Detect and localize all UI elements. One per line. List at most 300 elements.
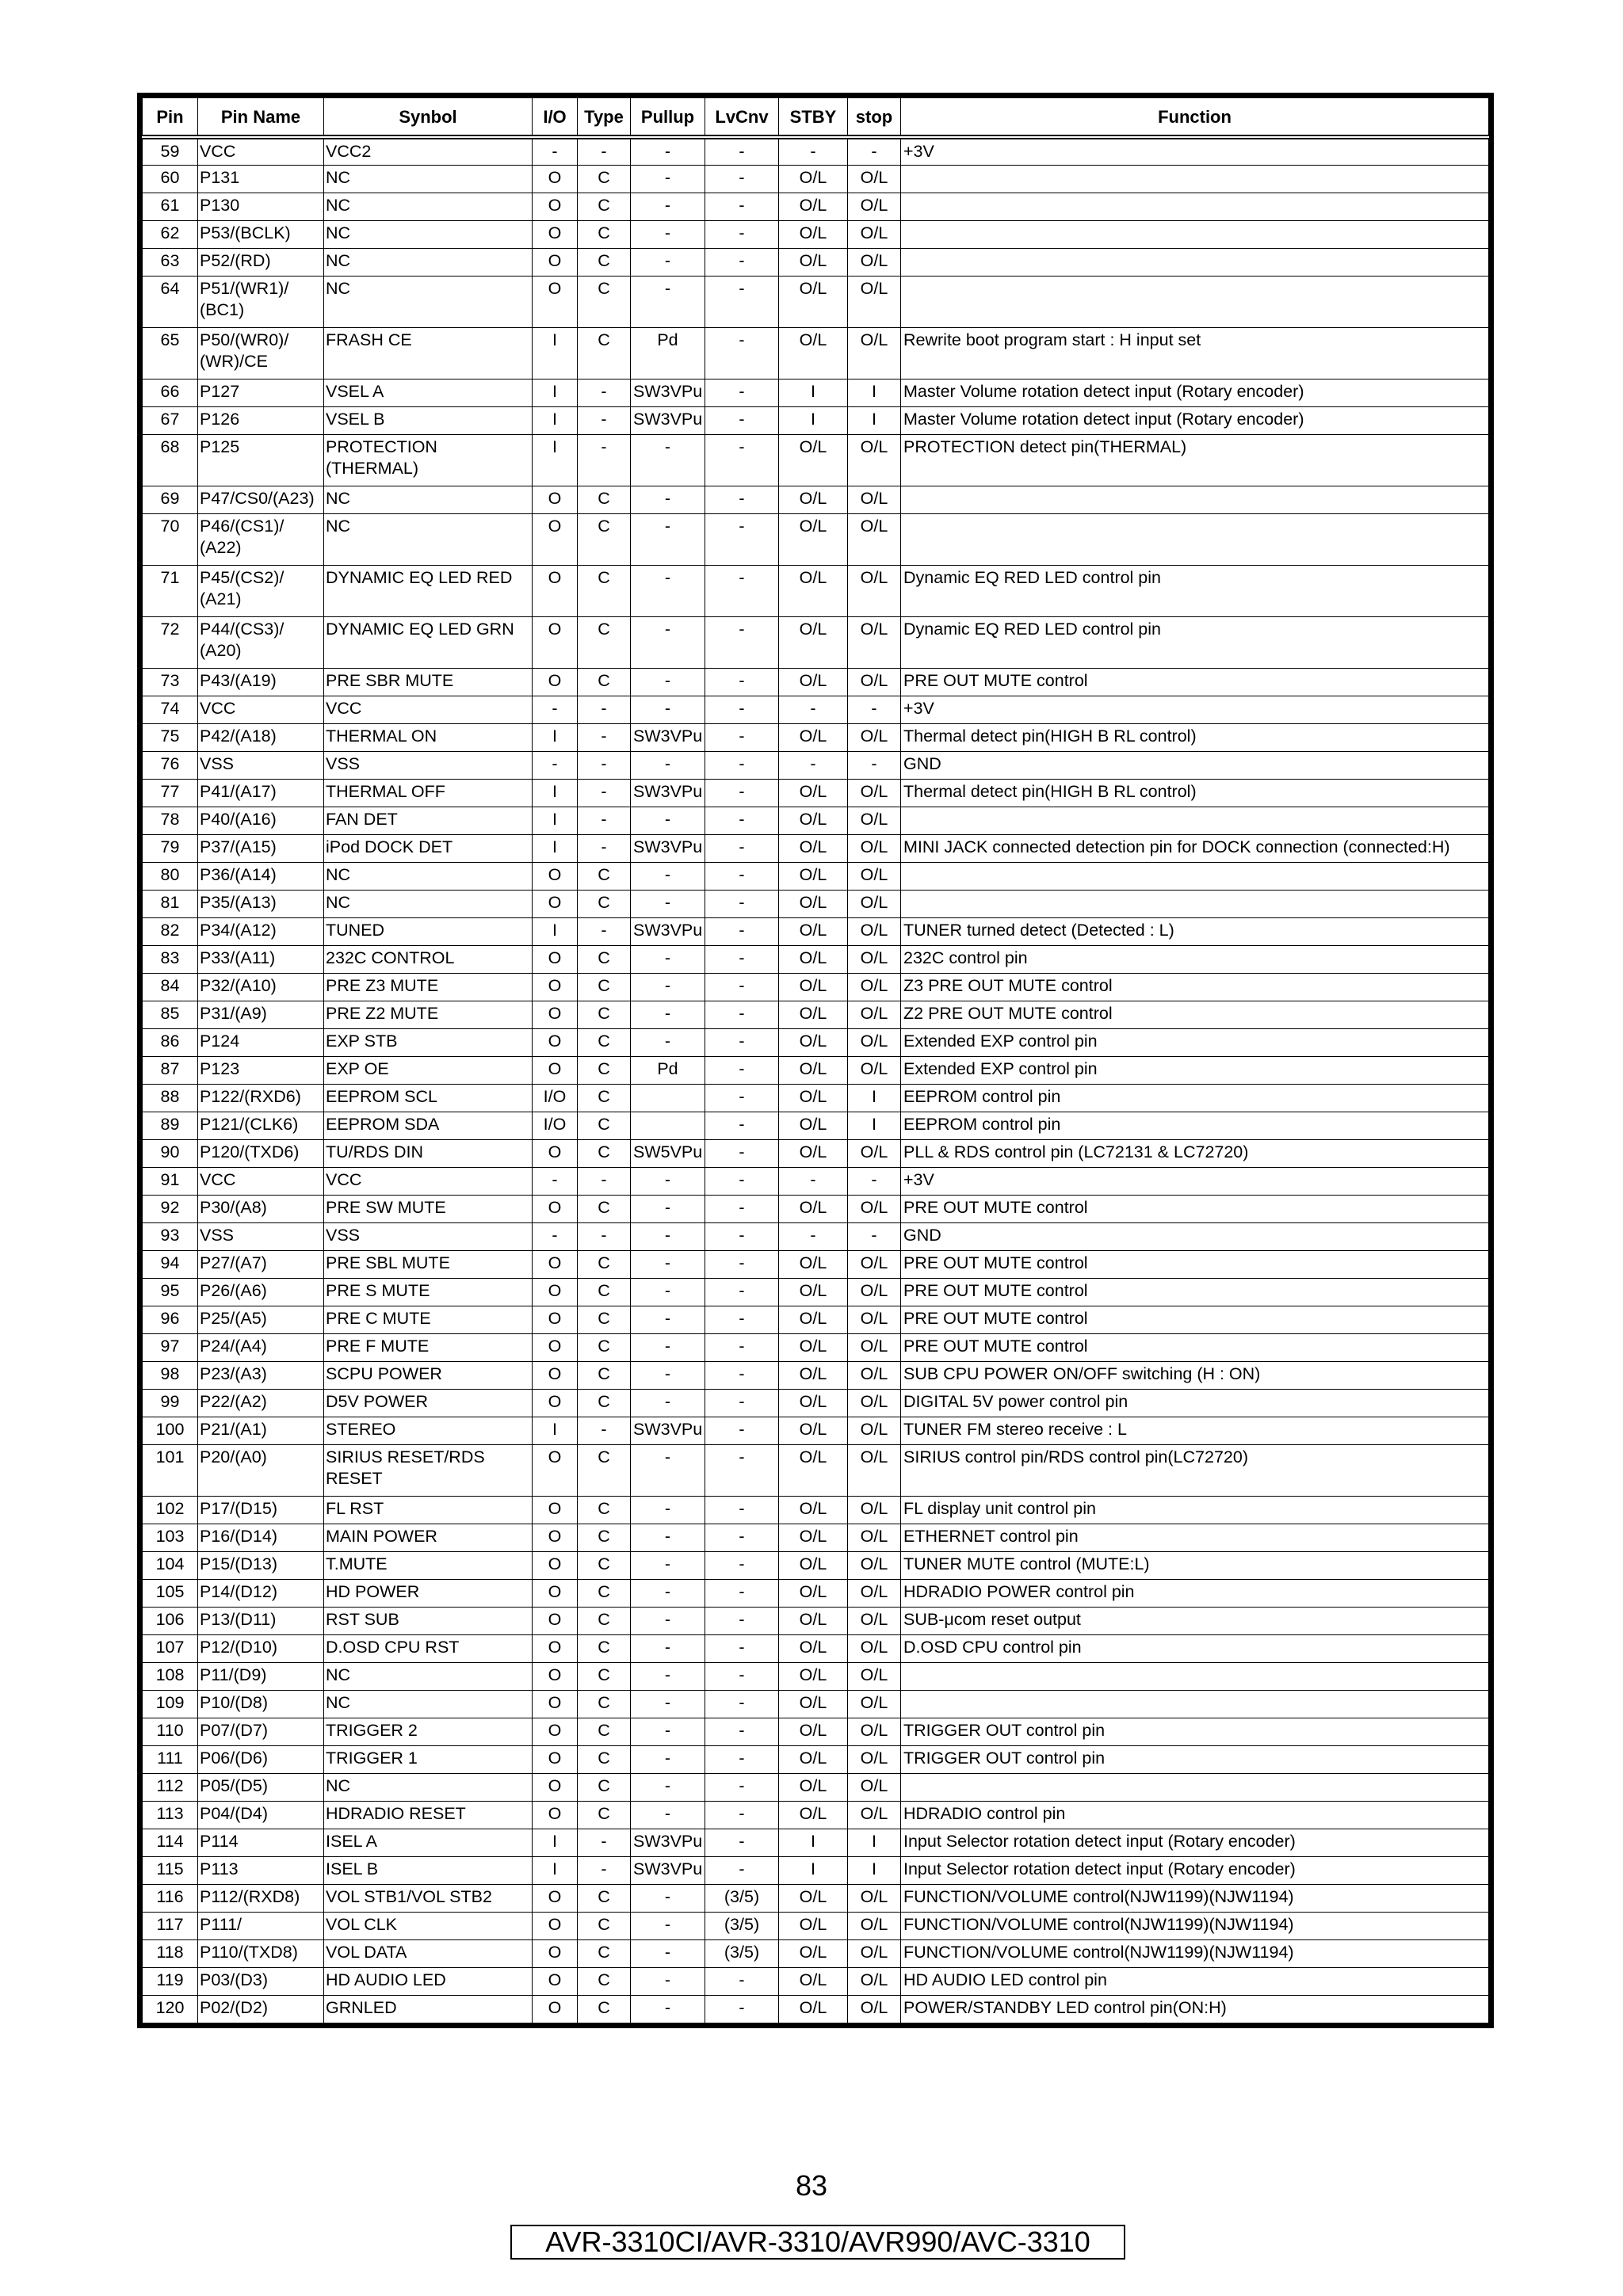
cell-lvcnv: - [705,807,779,834]
cell-pullup: - [631,1662,705,1690]
cell-pin: 71 [143,565,198,616]
cell-lvcnv: - [705,1967,779,1995]
cell-stop: O/L [848,1884,901,1912]
cell-io: O [533,1967,578,1995]
cell-io: O [533,1524,578,1551]
cell-stby: O/L [779,807,848,834]
cell-lvcnv: - [705,406,779,434]
cell-function: +3V [901,137,1489,165]
cell-pin: 104 [143,1551,198,1579]
cell-stop: - [848,1167,901,1195]
cell-type: C [578,1001,631,1028]
cell-pin: 97 [143,1333,198,1361]
cell-pullup: - [631,486,705,513]
cell-pin-name: P15/(D13) [198,1551,324,1579]
cell-lvcnv: - [705,1551,779,1579]
cell-pullup: - [631,220,705,248]
cell-stby: O/L [779,616,848,668]
cell-function: PRE OUT MUTE control [901,668,1489,696]
cell-pin: 68 [143,434,198,486]
cell-symbol: EXP OE [324,1056,533,1084]
cell-io: O [533,1634,578,1662]
table-row [143,165,1489,193]
cell-pullup [631,1112,705,1139]
cell-function [901,890,1489,917]
cell-pin: 76 [143,751,198,779]
cell-pin-name: P32/(A10) [198,973,324,1001]
cell-pin-name: P113 [198,1856,324,1884]
cell-function: FUNCTION/VOLUME control(NJW1199)(NJW1194) [901,1884,1489,1912]
cell-pullup: - [631,1278,705,1306]
cell-pin: 103 [143,1524,198,1551]
cell-pin-name: P114 [198,1829,324,1856]
cell-type: C [578,486,631,513]
cell-type: C [578,1690,631,1718]
cell-pin-name: P40/(A16) [198,807,324,834]
cell-type: C [578,165,631,193]
table-row [143,1801,1489,1829]
table-row [143,1718,1489,1745]
cell-lvcnv: - [705,1056,779,1084]
cell-lvcnv: - [705,1662,779,1690]
cell-lvcnv: - [705,248,779,276]
table-row [143,379,1489,406]
cell-type: C [578,1028,631,1056]
cell-stby: - [779,751,848,779]
cell-io: O [533,1496,578,1524]
cell-function: Dynamic EQ RED LED control pin [901,616,1489,668]
cell-function [901,193,1489,220]
cell-type: - [578,434,631,486]
cell-function: Z2 PRE OUT MUTE control [901,1001,1489,1028]
cell-pullup: Pd [631,1056,705,1084]
cell-pin-name: VCC [198,696,324,723]
cell-stop: O/L [848,779,901,807]
cell-lvcnv: - [705,1222,779,1250]
cell-symbol: DYNAMIC EQ LED RED [324,565,533,616]
cell-symbol: DYNAMIC EQ LED GRN [324,616,533,668]
table-row [143,1361,1489,1389]
cell-pin: 79 [143,834,198,862]
cell-io: O [533,276,578,327]
cell-symbol: NC [324,248,533,276]
table-row [143,1690,1489,1718]
cell-symbol: VCC [324,1167,533,1195]
cell-stby: O/L [779,1112,848,1139]
cell-stop: - [848,696,901,723]
cell-io: - [533,751,578,779]
cell-symbol: D5V POWER [324,1389,533,1417]
cell-pin-name: P52/(RD) [198,248,324,276]
cell-lvcnv: - [705,1250,779,1278]
cell-stop: O/L [848,1389,901,1417]
cell-stby: - [779,137,848,165]
cell-function: ETHERNET control pin [901,1524,1489,1551]
cell-type: - [578,1417,631,1444]
cell-pin-name: P11/(D9) [198,1662,324,1690]
cell-pin: 66 [143,379,198,406]
cell-stby: O/L [779,779,848,807]
cell-stop: I [848,1084,901,1112]
cell-pin-name: P24/(A4) [198,1333,324,1361]
cell-io: O [533,1579,578,1607]
cell-lvcnv: - [705,751,779,779]
cell-pin-name: P46/(CS1)/ (A22) [198,513,324,565]
cell-pin: 117 [143,1912,198,1939]
cell-pin: 95 [143,1278,198,1306]
table-row [143,1389,1489,1417]
cell-stop: O/L [848,276,901,327]
cell-pin: 80 [143,862,198,890]
table-row [143,1333,1489,1361]
cell-pin: 94 [143,1250,198,1278]
cell-symbol: EEPROM SCL [324,1084,533,1112]
cell-lvcnv: - [705,137,779,165]
cell-pin: 61 [143,193,198,220]
cell-symbol: VOL STB1/VOL STB2 [324,1884,533,1912]
header-function: Function [901,98,1489,138]
cell-symbol: T.MUTE [324,1551,533,1579]
cell-symbol: FAN DET [324,807,533,834]
cell-pin-name: P07/(D7) [198,1718,324,1745]
cell-pullup: - [631,513,705,565]
cell-pullup: - [631,1884,705,1912]
table-row [143,276,1489,327]
cell-type: C [578,276,631,327]
cell-stby: O/L [779,1278,848,1306]
cell-type: C [578,1496,631,1524]
cell-pin-name: P126 [198,406,324,434]
cell-lvcnv: - [705,434,779,486]
cell-pullup: - [631,565,705,616]
cell-pullup: - [631,1801,705,1829]
cell-lvcnv: (3/5) [705,1912,779,1939]
table-row [143,1444,1489,1496]
cell-pullup: - [631,137,705,165]
cell-lvcnv: - [705,1112,779,1139]
cell-lvcnv: - [705,1745,779,1773]
cell-symbol: RST SUB [324,1607,533,1634]
table-row [143,1278,1489,1306]
cell-lvcnv: - [705,668,779,696]
cell-io: O [533,890,578,917]
cell-io: O [533,486,578,513]
cell-stop: O/L [848,616,901,668]
cell-type: C [578,1884,631,1912]
table-row [143,1829,1489,1856]
cell-stby: O/L [779,1939,848,1967]
table-row [143,248,1489,276]
cell-type: C [578,1056,631,1084]
table-row [143,779,1489,807]
cell-pullup: - [631,890,705,917]
cell-pin-name: P05/(D5) [198,1773,324,1801]
cell-pin: 98 [143,1361,198,1389]
cell-type: C [578,1139,631,1167]
cell-pin: 87 [143,1056,198,1084]
cell-symbol: VCC2 [324,137,533,165]
cell-type: C [578,1912,631,1939]
cell-stop: O/L [848,434,901,486]
cell-stby: I [779,1829,848,1856]
cell-pin-name: P35/(A13) [198,890,324,917]
cell-pin: 88 [143,1084,198,1112]
cell-pin-name: P41/(A17) [198,779,324,807]
cell-type: C [578,1579,631,1607]
cell-io: O [533,862,578,890]
cell-symbol: VSEL A [324,379,533,406]
cell-type: - [578,751,631,779]
cell-stop: O/L [848,807,901,834]
cell-function: GND [901,1222,1489,1250]
cell-pin-name: VSS [198,751,324,779]
cell-type: - [578,723,631,751]
cell-pin: 59 [143,137,198,165]
cell-stop: O/L [848,327,901,379]
cell-symbol: NC [324,1662,533,1690]
cell-io: O [533,1718,578,1745]
cell-stop: O/L [848,1579,901,1607]
cell-stop: O/L [848,220,901,248]
cell-type: - [578,1829,631,1856]
cell-pullup: SW3VPu [631,723,705,751]
cell-stop: O/L [848,834,901,862]
cell-lvcnv: - [705,276,779,327]
cell-type: C [578,1995,631,2023]
cell-pullup: - [631,1579,705,1607]
cell-stop: O/L [848,1195,901,1222]
table-row [143,1912,1489,1939]
cell-pin-name: P127 [198,379,324,406]
cell-io: O [533,1690,578,1718]
cell-symbol: NC [324,890,533,917]
table-row [143,890,1489,917]
cell-type: C [578,1444,631,1496]
cell-function: FL display unit control pin [901,1496,1489,1524]
cell-function: Input Selector rotation detect input (Rotary encoder) [901,1856,1489,1884]
cell-symbol: SCPU POWER [324,1361,533,1389]
cell-function: +3V [901,1167,1489,1195]
cell-stop: O/L [848,917,901,945]
cell-pin-name: P111/ [198,1912,324,1939]
cell-pullup: - [631,751,705,779]
cell-lvcnv: - [705,1995,779,2023]
cell-symbol: TRIGGER 1 [324,1745,533,1773]
cell-pullup: SW3VPu [631,834,705,862]
cell-pullup: - [631,1551,705,1579]
cell-stby: O/L [779,1801,848,1829]
cell-pin: 60 [143,165,198,193]
cell-function: SIRIUS control pin/RDS control pin(LC72720) [901,1444,1489,1496]
cell-type: C [578,616,631,668]
cell-pullup: SW3VPu [631,779,705,807]
cell-pin: 90 [143,1139,198,1167]
table-row [143,917,1489,945]
cell-type: - [578,379,631,406]
cell-pullup: - [631,1967,705,1995]
cell-io: O [533,1884,578,1912]
cell-pin: 102 [143,1496,198,1524]
cell-type: C [578,1112,631,1139]
cell-function: FUNCTION/VOLUME control(NJW1199)(NJW1194) [901,1912,1489,1939]
cell-pin-name: VCC [198,1167,324,1195]
header-pullup: Pullup [631,98,705,138]
cell-io: O [533,1001,578,1028]
table-row [143,565,1489,616]
cell-type: - [578,137,631,165]
cell-stby: O/L [779,193,848,220]
cell-stop: O/L [848,945,901,973]
cell-function [901,1690,1489,1718]
cell-symbol: VSEL B [324,406,533,434]
cell-pullup: - [631,1167,705,1195]
cell-symbol: NC [324,220,533,248]
cell-symbol: FRASH CE [324,327,533,379]
cell-stby: - [779,1222,848,1250]
cell-pullup: - [631,1250,705,1278]
cell-pin: 114 [143,1829,198,1856]
cell-function: HDRADIO POWER control pin [901,1579,1489,1607]
cell-pin-name: P131 [198,165,324,193]
cell-stop: O/L [848,862,901,890]
cell-stop: O/L [848,165,901,193]
cell-stby: O/L [779,1607,848,1634]
cell-pin: 118 [143,1939,198,1967]
cell-type: - [578,807,631,834]
table-row [143,1995,1489,2023]
cell-function [901,807,1489,834]
table-row [143,696,1489,723]
cell-symbol: GRNLED [324,1995,533,2023]
cell-symbol: VCC [324,696,533,723]
cell-pullup: - [631,1028,705,1056]
cell-pin: 65 [143,327,198,379]
cell-io: O [533,1995,578,2023]
cell-pin: 64 [143,276,198,327]
cell-pullup: - [631,1524,705,1551]
cell-lvcnv: - [705,1607,779,1634]
table-row [143,1745,1489,1773]
cell-function: DIGITAL 5V power control pin [901,1389,1489,1417]
cell-pin-name: P06/(D6) [198,1745,324,1773]
cell-pin-name: P110/(TXD8) [198,1939,324,1967]
cell-symbol: VOL CLK [324,1912,533,1939]
cell-lvcnv: - [705,1195,779,1222]
cell-pin: 85 [143,1001,198,1028]
table-row [143,1306,1489,1333]
cell-pin: 116 [143,1884,198,1912]
cell-pin-name: P34/(A12) [198,917,324,945]
cell-type: - [578,779,631,807]
cell-symbol: EXP STB [324,1028,533,1056]
cell-io: O [533,1607,578,1634]
cell-pullup: SW3VPu [631,406,705,434]
table-row [143,1250,1489,1278]
cell-pin-name: VCC [198,137,324,165]
cell-function: PLL & RDS control pin (LC72131 & LC72720) [901,1139,1489,1167]
cell-function [901,862,1489,890]
cell-type: C [578,973,631,1001]
cell-pin-name: P44/(CS3)/ (A20) [198,616,324,668]
cell-function [901,1662,1489,1690]
cell-stop: O/L [848,1524,901,1551]
cell-pin: 89 [143,1112,198,1139]
cell-lvcnv: - [705,1361,779,1389]
cell-symbol: NC [324,276,533,327]
cell-pin-name: P122/(RXD6) [198,1084,324,1112]
cell-stby: O/L [779,486,848,513]
table-row [143,327,1489,379]
cell-stby: O/L [779,973,848,1001]
cell-pullup: - [631,1607,705,1634]
cell-io: O [533,1139,578,1167]
cell-pullup: - [631,1634,705,1662]
cell-type: C [578,1278,631,1306]
table-row [143,1967,1489,1995]
cell-lvcnv: - [705,220,779,248]
cell-pin: 67 [143,406,198,434]
cell-pin: 74 [143,696,198,723]
table-row [143,1551,1489,1579]
cell-symbol: PROTECTION (THERMAL) [324,434,533,486]
cell-pin-name: P33/(A11) [198,945,324,973]
cell-stop: O/L [848,1056,901,1084]
header-stby: STBY [779,98,848,138]
cell-pin-name: P51/(WR1)/ (BC1) [198,276,324,327]
cell-pullup: SW3VPu [631,379,705,406]
cell-type: C [578,327,631,379]
cell-stby: O/L [779,513,848,565]
cell-symbol: TU/RDS DIN [324,1139,533,1167]
cell-pin: 99 [143,1389,198,1417]
cell-symbol: EEPROM SDA [324,1112,533,1139]
cell-stop: O/L [848,248,901,276]
table-row [143,1139,1489,1167]
cell-stby: O/L [779,327,848,379]
cell-stby: O/L [779,723,848,751]
cell-pullup: - [631,1496,705,1524]
cell-lvcnv: - [705,379,779,406]
cell-pin: 113 [143,1801,198,1829]
pin-function-table [142,97,1489,2023]
cell-function: EEPROM control pin [901,1084,1489,1112]
cell-pullup: - [631,1690,705,1718]
cell-pin: 84 [143,973,198,1001]
table-row [143,751,1489,779]
cell-stby: O/L [779,1634,848,1662]
cell-function: Thermal detect pin(HIGH B RL control) [901,779,1489,807]
cell-io: I/O [533,1084,578,1112]
cell-lvcnv: - [705,1306,779,1333]
cell-lvcnv: - [705,1028,779,1056]
cell-pin: 63 [143,248,198,276]
cell-stby: O/L [779,1084,848,1112]
cell-lvcnv: - [705,1579,779,1607]
cell-pullup: - [631,1773,705,1801]
cell-type: - [578,917,631,945]
cell-symbol: PRE S MUTE [324,1278,533,1306]
cell-function: TRIGGER OUT control pin [901,1745,1489,1773]
cell-function: MINI JACK connected detection pin for DOCK connection (connected:H) [901,834,1489,862]
cell-stop: O/L [848,565,901,616]
cell-symbol: PRE SW MUTE [324,1195,533,1222]
cell-stop: I [848,1112,901,1139]
cell-pin: 108 [143,1662,198,1690]
cell-symbol: NC [324,193,533,220]
cell-pin: 120 [143,1995,198,2023]
table-row [143,1884,1489,1912]
cell-pin: 91 [143,1167,198,1195]
